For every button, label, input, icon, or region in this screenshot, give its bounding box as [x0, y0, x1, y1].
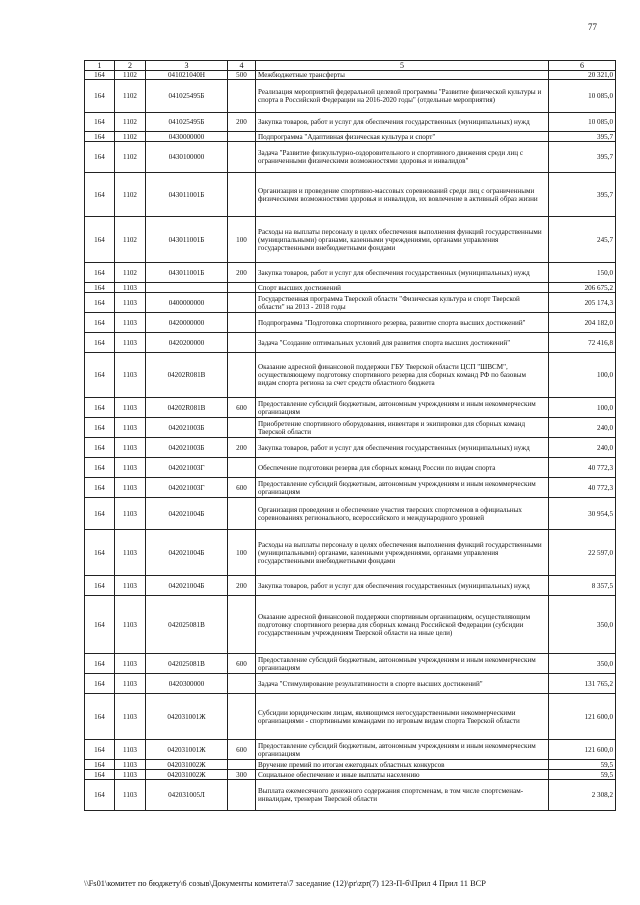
table-row — [85, 71, 616, 80]
cell-name: Предоставление субсидий бюджетным, автономным учреждениям и иным некоммерческим организациям — [256, 740, 549, 760]
cell-target-article — [146, 283, 228, 293]
cell-name: Подпрограмма "Подготовка спортивного резерва, развитие спорта высших достижений" — [256, 313, 549, 333]
cell-section: 1103 — [115, 674, 146, 694]
table-row — [85, 576, 616, 596]
cell-amount: 150,0 — [549, 263, 616, 283]
cell-amount: 350,0 — [549, 596, 616, 654]
cell-name: Вручение премий по итогам ежегодных областных конкурсов — [256, 760, 549, 770]
cell-name: Расходы на выплаты персоналу в целях обеспечения выполнения функций государственными (муниципальными) органами, казенными учреждениями, органами управления государственными внебюджетными фондами — [256, 530, 549, 576]
cell-amount: 30 954,5 — [549, 498, 616, 530]
cell-name: Реализация мероприятий федеральной целевой программы "Развитие физической культуры и спорта в Российской Федерации на 2016-2020 годы" (отдельные мероприятия) — [256, 80, 549, 113]
cell-target-article: 041025495Б — [146, 113, 228, 132]
cell-grbs: 164 — [85, 173, 115, 217]
cell-name: Закупка товаров, работ и услуг для обеспечения государственных (муниципальных) нужд — [256, 576, 549, 596]
cell-expense-type: 100 — [228, 530, 256, 576]
cell-expense-type: 500 — [228, 71, 256, 80]
cell-name: Закупка товаров, работ и услуг для обеспечения государственных (муниципальных) нужд — [256, 438, 549, 458]
cell-target-article: 042031005Л — [146, 780, 228, 811]
table-row — [85, 740, 616, 760]
header-row — [85, 61, 616, 71]
cell-section: 1103 — [115, 438, 146, 458]
cell-section: 1103 — [115, 780, 146, 811]
table-row — [85, 263, 616, 283]
table-row — [85, 458, 616, 478]
cell-grbs: 164 — [85, 760, 115, 770]
cell-amount: 350,0 — [549, 654, 616, 674]
cell-section: 1102 — [115, 71, 146, 80]
cell-amount: 40 772,3 — [549, 458, 616, 478]
cell-grbs: 164 — [85, 333, 115, 353]
cell-grbs: 164 — [85, 438, 115, 458]
cell-target-article: 042021004Б — [146, 498, 228, 530]
cell-section: 1103 — [115, 770, 146, 780]
cell-grbs: 164 — [85, 283, 115, 293]
cell-target-article: 042021003Б — [146, 418, 228, 438]
cell-grbs: 164 — [85, 263, 115, 283]
cell-target-article: 042031002Ж — [146, 760, 228, 770]
cell-amount: 121 600,0 — [549, 740, 616, 760]
cell-expense-type: 200 — [228, 113, 256, 132]
cell-target-article: 04202R081В — [146, 398, 228, 418]
cell-section: 1103 — [115, 293, 146, 313]
cell-amount: 205 174,3 — [549, 293, 616, 313]
cell-expense-type — [228, 458, 256, 478]
cell-amount: 121 600,0 — [549, 694, 616, 740]
cell-target-article: 043011001Б — [146, 217, 228, 263]
cell-target-article: 042031001Ж — [146, 740, 228, 760]
table-row — [85, 398, 616, 418]
cell-grbs: 164 — [85, 654, 115, 674]
cell-name: Организация и проведение спортивно-массовых соревнований среди лиц с ограниченными физическими возможностями здоровья и инвалидов, их вовлечение в активный образ жизни — [256, 173, 549, 217]
cell-grbs: 164 — [85, 740, 115, 760]
cell-section: 1103 — [115, 654, 146, 674]
cell-grbs: 164 — [85, 576, 115, 596]
cell-expense-type: 200 — [228, 263, 256, 283]
table-row — [85, 142, 616, 173]
cell-target-article: 0430100000 — [146, 142, 228, 173]
cell-expense-type — [228, 596, 256, 654]
cell-grbs: 164 — [85, 142, 115, 173]
cell-name: Государственная программа Тверской области "Физическая культура и спорт Тверской области" на 2013 - 2018 годы — [256, 293, 549, 313]
cell-name: Оказание адресной финансовой поддержки спортивным организациям, осуществляющим подготовку спортивного резерва для сборных команд Российской Федерации (субсидии государственным учреждениям Тверской области на иные цели) — [256, 596, 549, 654]
table-row — [85, 173, 616, 217]
cell-section: 1102 — [115, 142, 146, 173]
cell-grbs: 164 — [85, 113, 115, 132]
cell-target-article: 0420300000 — [146, 674, 228, 694]
cell-name: Расходы на выплаты персоналу в целях обеспечения выполнения функций государственными (муниципальными) органами, казенными учреждениями, органами управления государственными внебюджетными фондами — [256, 217, 549, 263]
cell-target-article: 0420200000 — [146, 333, 228, 353]
table-row — [85, 132, 616, 142]
cell-amount: 206 675,2 — [549, 283, 616, 293]
cell-amount: 240,0 — [549, 438, 616, 458]
table-row — [85, 283, 616, 293]
cell-section: 1102 — [115, 132, 146, 142]
cell-grbs: 164 — [85, 418, 115, 438]
cell-amount: 59,5 — [549, 760, 616, 770]
cell-section: 1103 — [115, 576, 146, 596]
cell-target-article: 042021004Б — [146, 530, 228, 576]
budget-table — [84, 60, 616, 811]
cell-grbs: 164 — [85, 674, 115, 694]
cell-amount: 245,7 — [549, 217, 616, 263]
table-row — [85, 596, 616, 654]
cell-expense-type: 100 — [228, 217, 256, 263]
cell-target-article: 0430000000 — [146, 132, 228, 142]
cell-expense-type: 600 — [228, 654, 256, 674]
cell-expense-type — [228, 694, 256, 740]
cell-target-article: 042021003Б — [146, 438, 228, 458]
table-row — [85, 418, 616, 438]
cell-grbs: 164 — [85, 498, 115, 530]
cell-amount: 240,0 — [549, 418, 616, 438]
cell-target-article: 042021004Б — [146, 576, 228, 596]
col-header: 5 — [256, 61, 549, 71]
cell-target-article: 042025081В — [146, 654, 228, 674]
cell-name: Задача "Создание оптимальных условий для развития спорта высших достижений" — [256, 333, 549, 353]
cell-section: 1103 — [115, 398, 146, 418]
cell-grbs: 164 — [85, 770, 115, 780]
col-header: 1 — [85, 61, 115, 71]
cell-grbs: 164 — [85, 293, 115, 313]
cell-target-article: 043011001Б — [146, 173, 228, 217]
cell-amount: 20 321,0 — [549, 71, 616, 80]
cell-grbs: 164 — [85, 132, 115, 142]
table-row — [85, 438, 616, 458]
cell-grbs: 164 — [85, 530, 115, 576]
cell-grbs: 164 — [85, 458, 115, 478]
cell-grbs: 164 — [85, 478, 115, 498]
cell-name: Задача "Развитие физкультурно-оздоровительного и спортивного движения среди лиц с ограниченными физическими возможностями здоровья и инвалидов" — [256, 142, 549, 173]
cell-expense-type — [228, 498, 256, 530]
table-row — [85, 478, 616, 498]
cell-target-article: 043011001Б — [146, 263, 228, 283]
cell-name: Предоставление субсидий бюджетным, автономным учреждениям и иным некоммерческим организациям — [256, 654, 549, 674]
cell-grbs: 164 — [85, 694, 115, 740]
table-row — [85, 694, 616, 740]
cell-grbs: 164 — [85, 71, 115, 80]
cell-grbs: 164 — [85, 596, 115, 654]
cell-amount: 10 085,0 — [549, 113, 616, 132]
cell-section: 1103 — [115, 313, 146, 333]
cell-grbs: 164 — [85, 398, 115, 418]
file-path-footer: \\Fs01\комитет по бюджету\6 созыв\Документы комитета\7 заседание (12)\pr\zpr(7) 123-П-б\Прил 4 Прил 11 ВСР — [84, 879, 486, 888]
cell-expense-type — [228, 173, 256, 217]
table-row — [85, 498, 616, 530]
cell-expense-type — [228, 333, 256, 353]
cell-section: 1103 — [115, 760, 146, 770]
table-row — [85, 674, 616, 694]
cell-name: Закупка товаров, работ и услуг для обеспечения государственных (муниципальных) нужд — [256, 113, 549, 132]
cell-target-article: 042021003Г — [146, 478, 228, 498]
cell-section: 1102 — [115, 263, 146, 283]
cell-name: Обеспечение подготовки резерва для сборных команд России по видам спорта — [256, 458, 549, 478]
cell-name: Приобретение спортивного оборудования, инвентаря и экипировки для сборных команд Тверской области — [256, 418, 549, 438]
cell-amount: 40 772,3 — [549, 478, 616, 498]
cell-name: Задача "Стимулирование результативности в спорте высших достижений" — [256, 674, 549, 694]
cell-section: 1103 — [115, 353, 146, 398]
cell-name: Оказание адресной финансовой поддержки ГБУ Тверской области ЦСП "ШВСМ", осуществляющему подготовку спортивного резерва для сборных команд РФ по базовым видам спорта региона за счет средств областного бюджета — [256, 353, 549, 398]
cell-grbs: 164 — [85, 313, 115, 333]
cell-section: 1102 — [115, 173, 146, 217]
table-row — [85, 530, 616, 576]
cell-name: Субсидии юридическим лицам, являющимся негосударственными некоммерческими организациями - спортивными командами по игровым видам спорта Тверской области — [256, 694, 549, 740]
cell-expense-type — [228, 418, 256, 438]
table-row — [85, 760, 616, 770]
col-header: 4 — [228, 61, 256, 71]
table-row — [85, 654, 616, 674]
cell-section: 1102 — [115, 113, 146, 132]
table-row — [85, 353, 616, 398]
cell-section: 1103 — [115, 333, 146, 353]
cell-target-article: 04202R081В — [146, 353, 228, 398]
table-row — [85, 217, 616, 263]
cell-expense-type: 300 — [228, 770, 256, 780]
cell-grbs: 164 — [85, 217, 115, 263]
cell-target-article: 0420000000 — [146, 313, 228, 333]
table-row — [85, 770, 616, 780]
cell-amount: 100,0 — [549, 353, 616, 398]
cell-section: 1102 — [115, 217, 146, 263]
page-number: 77 — [588, 22, 597, 32]
cell-section: 1102 — [115, 80, 146, 113]
cell-expense-type — [228, 283, 256, 293]
cell-name: Предоставление субсидий бюджетным, автономным учреждениям и иным некоммерческим организациям — [256, 398, 549, 418]
cell-expense-type: 600 — [228, 478, 256, 498]
cell-amount: 2 308,2 — [549, 780, 616, 811]
table-row — [85, 113, 616, 132]
cell-expense-type — [228, 142, 256, 173]
cell-target-article: 042031001Ж — [146, 694, 228, 740]
cell-expense-type — [228, 760, 256, 770]
table-row — [85, 333, 616, 353]
cell-expense-type — [228, 80, 256, 113]
cell-section: 1103 — [115, 596, 146, 654]
cell-name: Подпрограмма "Адаптивная физическая культура и спорт" — [256, 132, 549, 142]
cell-amount: 204 182,0 — [549, 313, 616, 333]
cell-name: Межбюджетные трансферты — [256, 71, 549, 80]
cell-amount: 72 416,8 — [549, 333, 616, 353]
cell-expense-type: 600 — [228, 740, 256, 760]
cell-section: 1103 — [115, 740, 146, 760]
cell-amount: 59,5 — [549, 770, 616, 780]
cell-name: Социальное обеспечение и иные выплаты населению — [256, 770, 549, 780]
cell-target-article: 042031002Ж — [146, 770, 228, 780]
cell-grbs: 164 — [85, 353, 115, 398]
cell-name: Предоставление субсидий бюджетным, автономным учреждениям и иным некоммерческим организациям — [256, 478, 549, 498]
cell-expense-type: 200 — [228, 438, 256, 458]
cell-grbs: 164 — [85, 80, 115, 113]
table-row — [85, 80, 616, 113]
cell-amount: 8 357,5 — [549, 576, 616, 596]
cell-expense-type: 600 — [228, 398, 256, 418]
cell-amount: 395,7 — [549, 132, 616, 142]
cell-section: 1103 — [115, 418, 146, 438]
cell-expense-type — [228, 313, 256, 333]
col-header: 3 — [146, 61, 228, 71]
cell-name: Закупка товаров, работ и услуг для обеспечения государственных (муниципальных) нужд — [256, 263, 549, 283]
cell-amount: 131 765,2 — [549, 674, 616, 694]
cell-section: 1103 — [115, 530, 146, 576]
table-row — [85, 780, 616, 811]
cell-section: 1103 — [115, 478, 146, 498]
cell-expense-type — [228, 132, 256, 142]
table-row — [85, 293, 616, 313]
cell-section: 1103 — [115, 458, 146, 478]
cell-expense-type — [228, 674, 256, 694]
cell-grbs: 164 — [85, 780, 115, 811]
cell-expense-type — [228, 780, 256, 811]
cell-section: 1103 — [115, 694, 146, 740]
cell-section: 1103 — [115, 498, 146, 530]
cell-amount: 10 085,0 — [549, 80, 616, 113]
cell-amount: 395,7 — [549, 142, 616, 173]
cell-name: Организация проведения и обеспечение участия тверских спортсменов в официальных соревнованиях регионального, всероссийского и международного уровней — [256, 498, 549, 530]
cell-expense-type — [228, 293, 256, 313]
cell-expense-type: 200 — [228, 576, 256, 596]
cell-name: Спорт высших достижений — [256, 283, 549, 293]
cell-amount: 100,0 — [549, 398, 616, 418]
cell-target-article: 0400000000 — [146, 293, 228, 313]
cell-target-article: 041021040Н — [146, 71, 228, 80]
cell-target-article: 041025495Б — [146, 80, 228, 113]
cell-target-article: 042025081В — [146, 596, 228, 654]
cell-amount: 395,7 — [549, 173, 616, 217]
col-header: 2 — [115, 61, 146, 71]
cell-target-article: 042021003Г — [146, 458, 228, 478]
cell-name: Выплата ежемесячного денежного содержания спортсменам, в том числе спортсменам-инвалидам, тренерам Тверской области — [256, 780, 549, 811]
table-row — [85, 313, 616, 333]
col-header: 6 — [549, 61, 616, 71]
cell-expense-type — [228, 353, 256, 398]
cell-amount: 22 597,0 — [549, 530, 616, 576]
cell-section: 1103 — [115, 283, 146, 293]
